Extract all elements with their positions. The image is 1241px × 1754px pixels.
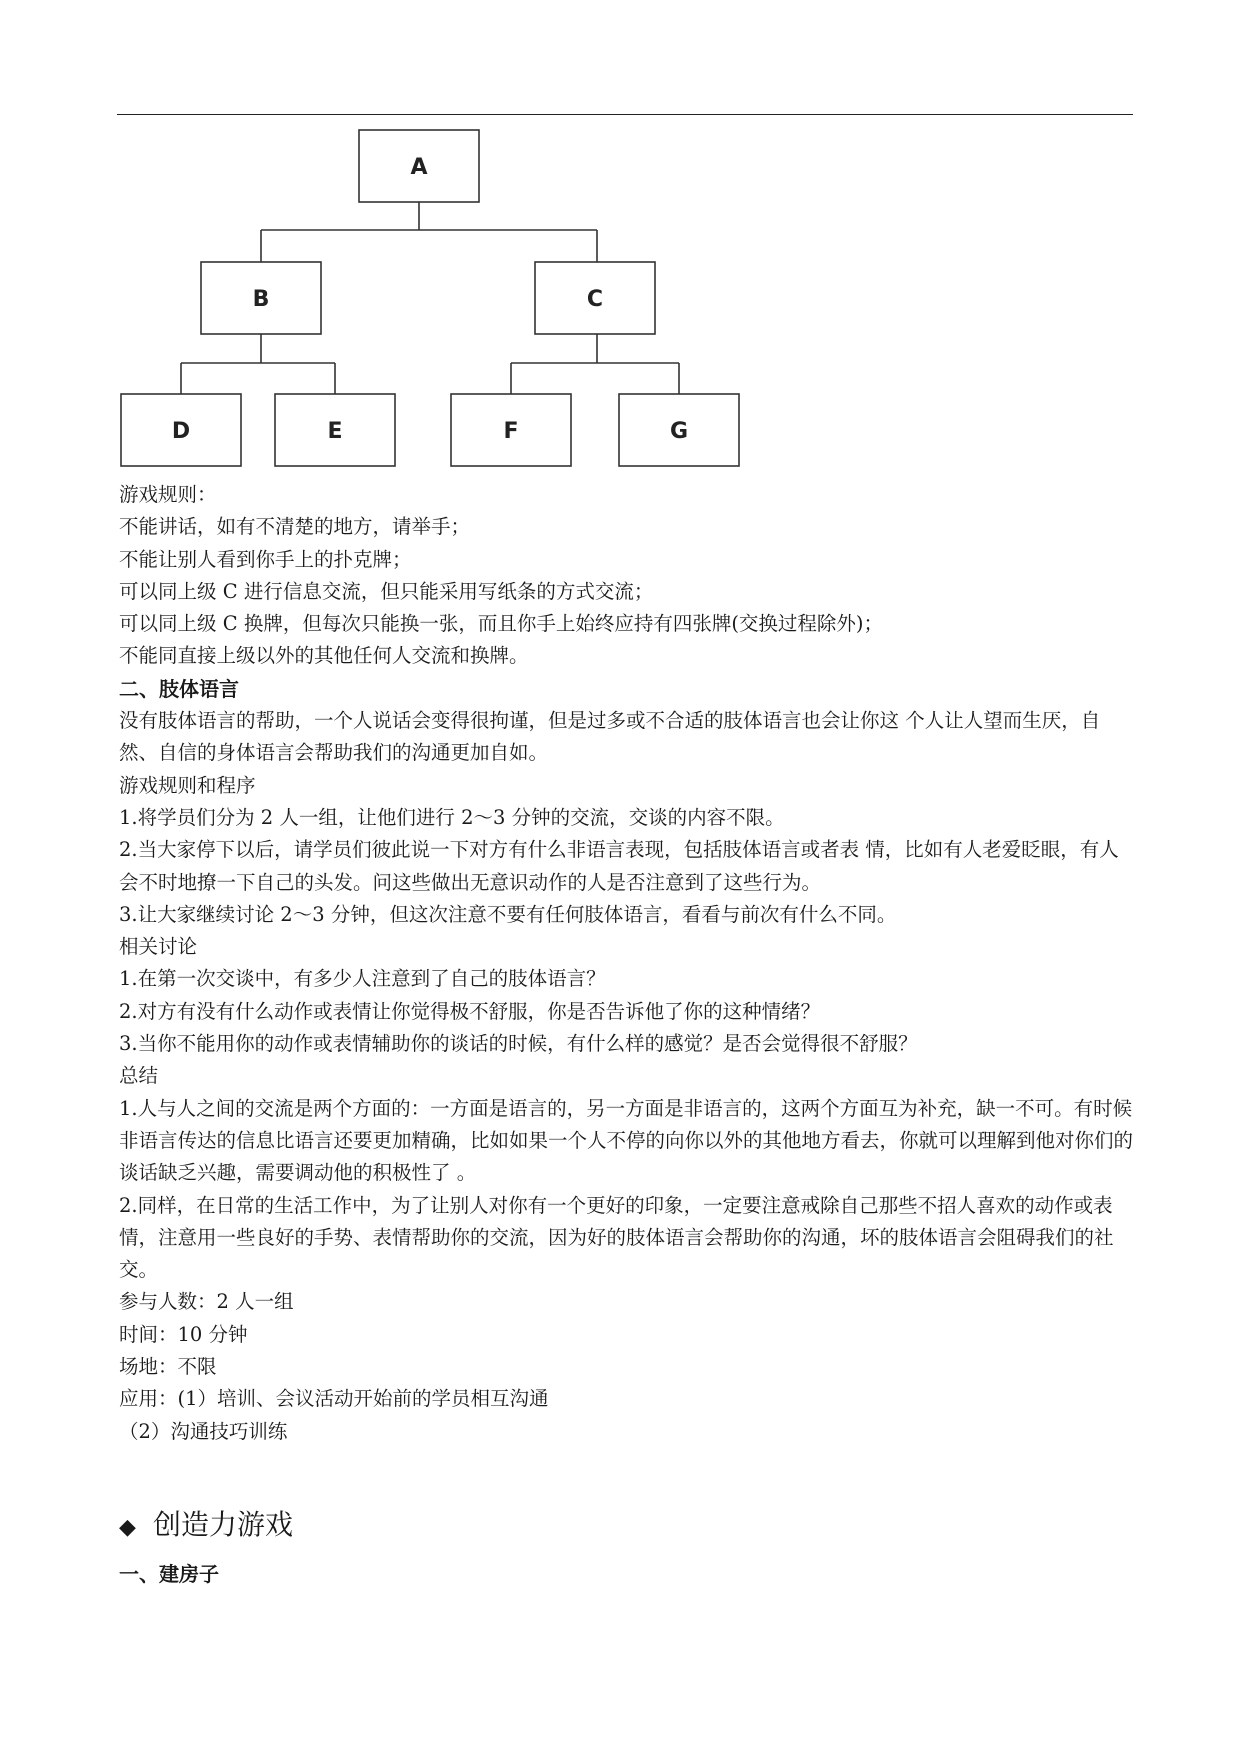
participants-info: 参与人数：2 人一组: [119, 1290, 294, 1314]
document-body: [119, 479, 1134, 1448]
org-node-b: B: [252, 287, 270, 312]
procedure-step: 1.将学员们分为 2 人一组，让他们进行 2～3 分钟的交流，交谈的内容不限。: [119, 805, 785, 829]
rule-item: 可以同上级 C 进行信息交流，但只能采用写纸条的方式交流；: [119, 579, 654, 603]
rule-item: 不能讲话，如有不清楚的地方，请举手；: [119, 515, 471, 539]
venue-info: 场地：不限: [119, 1355, 217, 1379]
org-node-g: G: [669, 419, 689, 444]
org-node-e: E: [327, 419, 343, 444]
creativity-section-title: [119, 1505, 293, 1548]
connector-c-fg: [511, 334, 679, 394]
summary-title: 总结: [119, 1064, 159, 1088]
discussion-item: 1.在第一次交谈中，有多少人注意到了自己的肢体语言？: [119, 967, 606, 991]
rules-title: 游戏规则：: [119, 483, 217, 506]
time-info: 时间：10 分钟: [119, 1322, 248, 1346]
summary-paragraph: 2.同样，在日常的生活工作中，为了让别人对你有一个更好的印象，一定要注意戒除自己那些不招人喜欢的动作或表情，注意用一些良好的手势、表情帮助你的交流，因为好的肢体语言会帮助你的沟通，坏的肢体语言会阻碍我们的社交。: [119, 1193, 1114, 1282]
subsection-build-house: 一、建房子: [119, 1562, 219, 1586]
org-node-d: D: [171, 419, 191, 444]
discussion-title: 相关讨论: [119, 935, 198, 959]
rule-item: 不能同直接上级以外的其他任何人交流和换牌。: [119, 644, 529, 668]
summary-paragraph: 1.人与人之间的交流是两个方面的：一方面是语言的，另一方面是非语言的，这两个方面互为补充，缺一不可。有时候非语言传达的信息比语言还要更加精确，比如如果一个人不停的向你以外的其他地方看去，你就可以理解到他对你们的谈话缺乏兴趣，需要调动他的积极性了 。: [119, 1096, 1134, 1185]
connector-b-de: [181, 334, 335, 394]
procedure-title: 游戏规则和程序: [119, 773, 256, 797]
intro-paragraph: 没有肢体语言的帮助，一个人说话会变得很拘谨，但是过多或不合适的肢体语言也会让你这 个人让人望而生厌，自然、自信的身体语言会帮助我们的沟通更加自如。: [119, 709, 1101, 765]
procedure-step: 3.让大家继续讨论 2～3 分钟，但这次注意不要有任何肢体语言，看看与前次有什么不同。: [119, 902, 897, 926]
application-info: 应用：(1）培训、会议活动开始前的学员相互沟通: [119, 1387, 549, 1411]
procedure-step: 2.当大家停下以后，请学员们彼此说一下对方有什么非语言表现，包括肢体语言或者表 情，比如有人老爱眨眼，有人会不时地撩一下自己的头发。问这些做出无意识动作的人是否注意到了这些行为。: [119, 838, 1119, 894]
org-node-f: F: [503, 419, 519, 444]
discussion-item: 2.对方有没有什么动作或表情让你觉得极不舒服，你是否告诉他了你的这种情绪？: [119, 999, 821, 1023]
diamond-bullet-icon: ◆: [119, 1515, 136, 1540]
rule-item: 可以同上级 C 换牌，但每次只能换一张，而且你手上始终应持有四张牌(交换过程除外)；: [119, 612, 884, 636]
org-chart-diagram: [117, 124, 757, 474]
discussion-item: 3.当你不能用你的动作或表情辅助你的谈话的时候，有什么样的感觉？是否会觉得很不舒服？: [119, 1032, 918, 1056]
application-info: （2）沟通技巧训练: [119, 1419, 288, 1443]
connector-a-bc: [261, 202, 597, 262]
rule-item: 不能让别人看到你手上的扑克牌；: [119, 547, 412, 571]
section-heading-body-language: 二、肢体语言: [119, 676, 239, 701]
org-node-c: C: [586, 287, 604, 312]
org-node-a: A: [410, 155, 428, 180]
creativity-title-text: 创造力游戏: [153, 1508, 294, 1541]
header-rule: [117, 114, 1133, 115]
